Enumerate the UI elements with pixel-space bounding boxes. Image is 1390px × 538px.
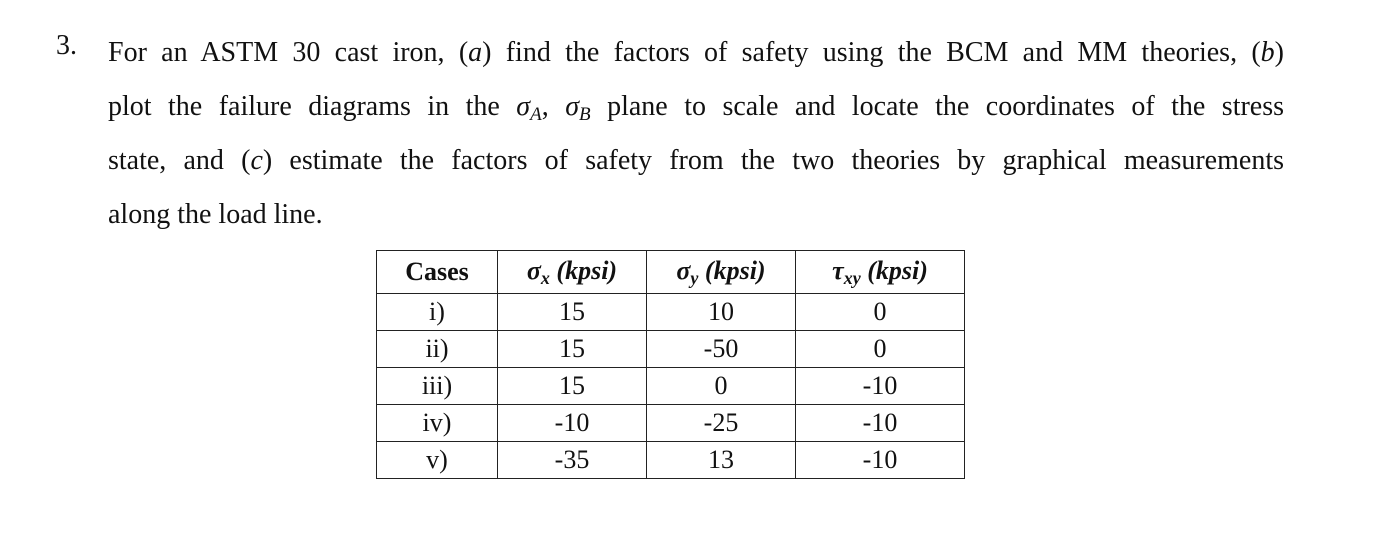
sigma-y-value: 13 — [647, 442, 796, 479]
table-row — [377, 405, 965, 442]
problem-line-3: state, and (c) estimate the factors of safety from the two theories by graphical measurements — [108, 145, 1284, 176]
tau-xy-value: -10 — [796, 368, 965, 405]
sigma-y-value: -25 — [647, 405, 796, 442]
problem-text — [108, 30, 1284, 246]
header-cases: Cases — [377, 251, 498, 294]
tau-xy-value: 0 — [796, 294, 965, 331]
header-tau-xy: τxy (kpsi) — [796, 251, 965, 294]
case-label: v) — [377, 442, 498, 479]
sigma-y-value: -50 — [647, 331, 796, 368]
case-label: ii) — [377, 331, 498, 368]
case-label: iv) — [377, 405, 498, 442]
stress-cases-table — [376, 250, 965, 479]
problem-line-1: For an ASTM 30 cast iron, (a) find the factors of safety using the BCM and MM theories, (b) — [108, 37, 1284, 68]
case-label: iii) — [377, 368, 498, 405]
case-label: i) — [377, 294, 498, 331]
sigma-x-value: -10 — [498, 405, 647, 442]
problem-number: 3. — [56, 30, 77, 61]
sigma-x-value: 15 — [498, 331, 647, 368]
problem-line-4: along the load line. — [108, 199, 323, 230]
tau-xy-value: 0 — [796, 331, 965, 368]
sigma-x-value: 15 — [498, 294, 647, 331]
table-row — [377, 368, 965, 405]
problem-line-2: plot the failure diagrams in the $\sigma_A$, $\sigma_B$ plane to scale and locate the coordinates of the stress — [108, 91, 1285, 125]
sigma-x-value: -35 — [498, 442, 647, 479]
table-header-row — [377, 251, 965, 294]
sigma-y-value: 10 — [647, 294, 796, 331]
tau-xy-value: -10 — [796, 442, 965, 479]
sigma-x-value: 15 — [498, 368, 647, 405]
tau-xy-value: -10 — [796, 405, 965, 442]
header-sigma-y: σy (kpsi) — [647, 251, 796, 294]
table-row — [377, 442, 965, 479]
sigma-y-value: 0 — [647, 368, 796, 405]
table-row — [377, 331, 965, 368]
table-row — [377, 294, 965, 331]
header-sigma-x: σx (kpsi) — [498, 251, 647, 294]
